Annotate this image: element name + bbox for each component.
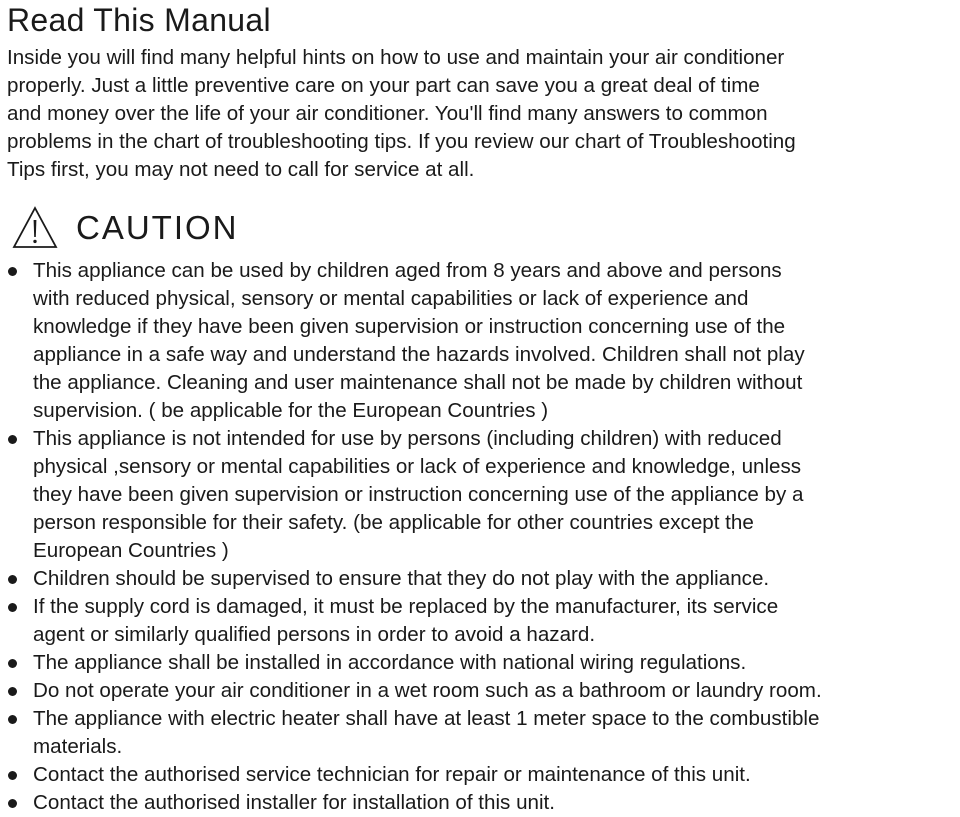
- caution-item-line: knowledge if they have been given supervision or instruction concerning use of the: [33, 315, 786, 338]
- bullet-dot-icon: [8, 799, 17, 808]
- caution-item-line: materials.: [33, 735, 123, 758]
- caution-item-line: Children should be supervised to ensure that they do not play with the appliance.: [33, 567, 770, 590]
- caution-item-line: Contact the authorised installer for installation of this unit.: [33, 791, 555, 814]
- bullet-dot-icon: [8, 267, 17, 276]
- caution-item: [0, 565, 960, 593]
- caution-item-line: supervision. ( be applicable for the European Countries ): [33, 399, 549, 422]
- caution-item-line: appliance in a safe way and understand the hazards involved. Children shall not play: [33, 343, 805, 366]
- bullet-dot-icon: [8, 715, 17, 724]
- warning-triangle-icon: [12, 206, 58, 250]
- intro-line: Inside you will find many helpful hints on how to use and maintain your air conditioner: [7, 46, 785, 69]
- caution-item: [0, 705, 960, 761]
- caution-item-line: with reduced physical, sensory or mental capabilities or lack of experience and: [33, 287, 749, 310]
- bullet-dot-icon: [8, 603, 17, 612]
- caution-list: [0, 257, 960, 817]
- caution-item: [0, 649, 960, 677]
- caution-item-line: Do not operate your air conditioner in a wet room such as a bathroom or laundry room.: [33, 679, 822, 702]
- caution-heading: CAUTION: [76, 209, 239, 246]
- intro-line: Tips first, you may not need to call for service at all.: [7, 158, 475, 181]
- caution-item-line: the appliance. Cleaning and user maintenance shall not be made by children without: [33, 371, 803, 394]
- caution-item-line: person responsible for their safety. (be applicable for other countries except the: [33, 511, 754, 534]
- caution-item-line: Contact the authorised service technician for repair or maintenance of this unit.: [33, 763, 751, 786]
- bullet-dot-icon: [8, 659, 17, 668]
- caution-item-line: The appliance with electric heater shall have at least 1 meter space to the combustible: [33, 707, 820, 730]
- intro-paragraph: [7, 44, 957, 184]
- caution-item-line: agent or similarly qualified persons in order to avoid a hazard.: [33, 623, 596, 646]
- intro-line: properly. Just a little preventive care on your part can save you a great deal of time: [7, 74, 760, 97]
- bullet-dot-icon: [8, 771, 17, 780]
- intro-line: and money over the life of your air conditioner. You'll find many answers to common: [7, 102, 768, 125]
- page-title: Read This Manual: [7, 2, 271, 38]
- caution-item-line: This appliance can be used by children aged from 8 years and above and persons: [33, 259, 782, 282]
- caution-item-line: If the supply cord is damaged, it must be replaced by the manufacturer, its service: [33, 595, 779, 618]
- caution-item-line: physical ,sensory or mental capabilities or lack of experience and knowledge, unless: [33, 455, 802, 478]
- caution-item: [0, 257, 960, 425]
- intro-line: problems in the chart of troubleshooting tips. If you review our chart of Troubleshooting: [7, 130, 796, 153]
- bullet-dot-icon: [8, 687, 17, 696]
- bullet-dot-icon: [8, 575, 17, 584]
- caution-item-line: The appliance shall be installed in accordance with national wiring regulations.: [33, 651, 747, 674]
- caution-item-line: This appliance is not intended for use by persons (including children) with reduced: [33, 427, 782, 450]
- caution-item: [0, 789, 960, 817]
- caution-item: [0, 677, 960, 705]
- caution-item-line: European Countries ): [33, 539, 229, 562]
- caution-item: [0, 761, 960, 789]
- bullet-dot-icon: [8, 435, 17, 444]
- caution-header: [12, 203, 239, 253]
- caution-item: [0, 425, 960, 565]
- caution-item-line: they have been given supervision or instruction concerning use of the appliance by a: [33, 483, 804, 506]
- caution-item: [0, 593, 960, 649]
